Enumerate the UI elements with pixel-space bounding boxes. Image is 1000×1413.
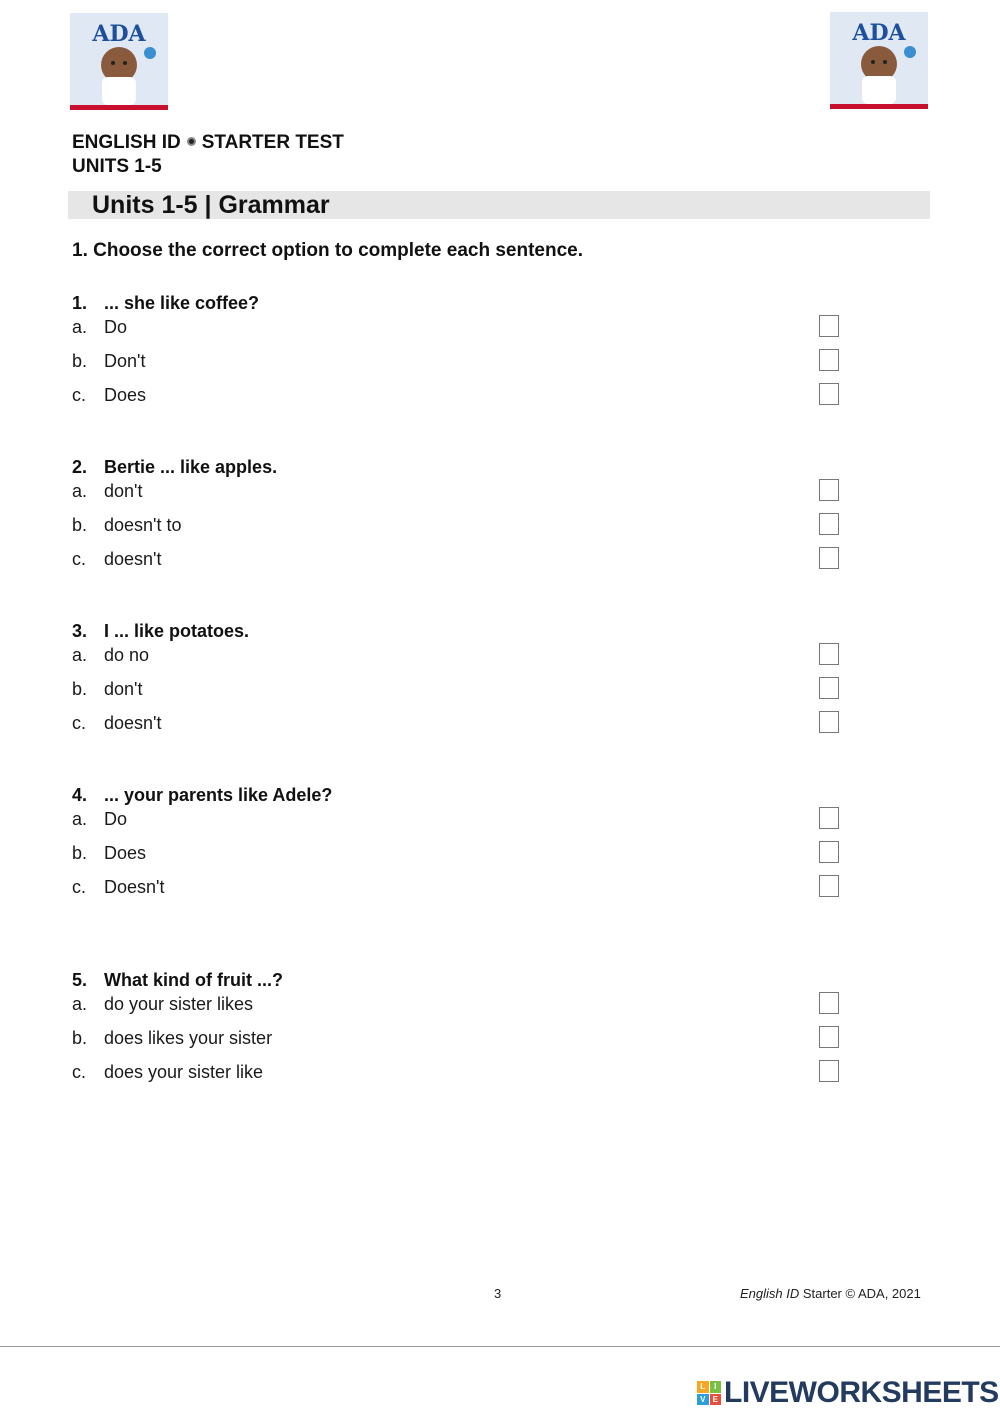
option-row: b. don't [72,677,852,711]
option-row: c. Doesn't [72,875,852,909]
question-5 [72,968,852,1094]
question-prompt: 3. I ... like potatoes. [72,621,250,641]
exercise-instruction: 1. Choose the correct option to complete each sentence. [72,240,584,261]
answer-checkbox[interactable] [819,841,839,863]
option-row: a. Do [72,315,852,349]
option-row: a. Do [72,807,852,841]
ada-logo-right [830,12,928,109]
page-divider [0,1346,1000,1347]
answer-checkbox[interactable] [819,711,839,733]
answer-checkbox[interactable] [819,1026,839,1048]
ada-logo-left [70,13,168,110]
option-row: a. do your sister likes [72,992,852,1026]
ada-logo-icon [70,13,168,105]
test-title-line1: ENGLISH ID STARTER TEST [72,132,344,153]
question-prompt: 4. ... your parents like Adele? [72,785,333,805]
question-3 [72,619,852,745]
answer-checkbox[interactable] [819,547,839,569]
answer-checkbox[interactable] [819,992,839,1014]
test-title [72,131,344,179]
question-2 [72,455,852,581]
section-title: Units 1-5 | Grammar [92,191,330,219]
answer-checkbox[interactable] [819,1060,839,1082]
liveworksheets-logo-icon: L I V E [697,1381,721,1405]
answer-checkbox[interactable] [819,315,839,337]
option-row: b. Does [72,841,852,875]
question-4 [72,783,852,909]
option-row: c. does your sister like [72,1060,852,1094]
question-prompt: 2. Bertie ... like apples. [72,457,278,477]
svg-text:ADA: ADA [92,21,146,47]
question-prompt: 1. ... she like coffee? [72,293,260,313]
answer-checkbox[interactable] [819,383,839,405]
page-number: 3 [494,1286,502,1301]
brand-name: LIVEWORKSHEETS [724,1376,999,1409]
answer-checkbox[interactable] [819,677,839,699]
option-row: c. Does [72,383,852,417]
section-header [68,191,930,219]
option-row: a. don't [72,479,852,513]
liveworksheets-brand[interactable] [697,1378,999,1408]
ada-logo-icon [830,12,928,104]
answer-checkbox[interactable] [819,807,839,829]
question-prompt: 5. What kind of fruit ...? [72,970,283,990]
option-row: b. doesn't to [72,513,852,547]
answer-checkbox[interactable] [819,349,839,371]
option-row: a. do no [72,643,852,677]
option-row: b. Don't [72,349,852,383]
answer-checkbox[interactable] [819,643,839,665]
option-row: c. doesn't [72,711,852,745]
question-1 [72,291,852,417]
answer-checkbox[interactable] [819,875,839,897]
svg-text:ADA: ADA [852,20,906,46]
copyright-notice: English ID Starter © ADA, 2021 [740,1286,921,1301]
bullet-dot-icon [187,137,196,146]
option-row: b. does likes your sister [72,1026,852,1060]
test-title-line2: UNITS 1-5 [72,156,162,177]
answer-checkbox[interactable] [819,513,839,535]
option-row: c. doesn't [72,547,852,581]
answer-checkbox[interactable] [819,479,839,501]
